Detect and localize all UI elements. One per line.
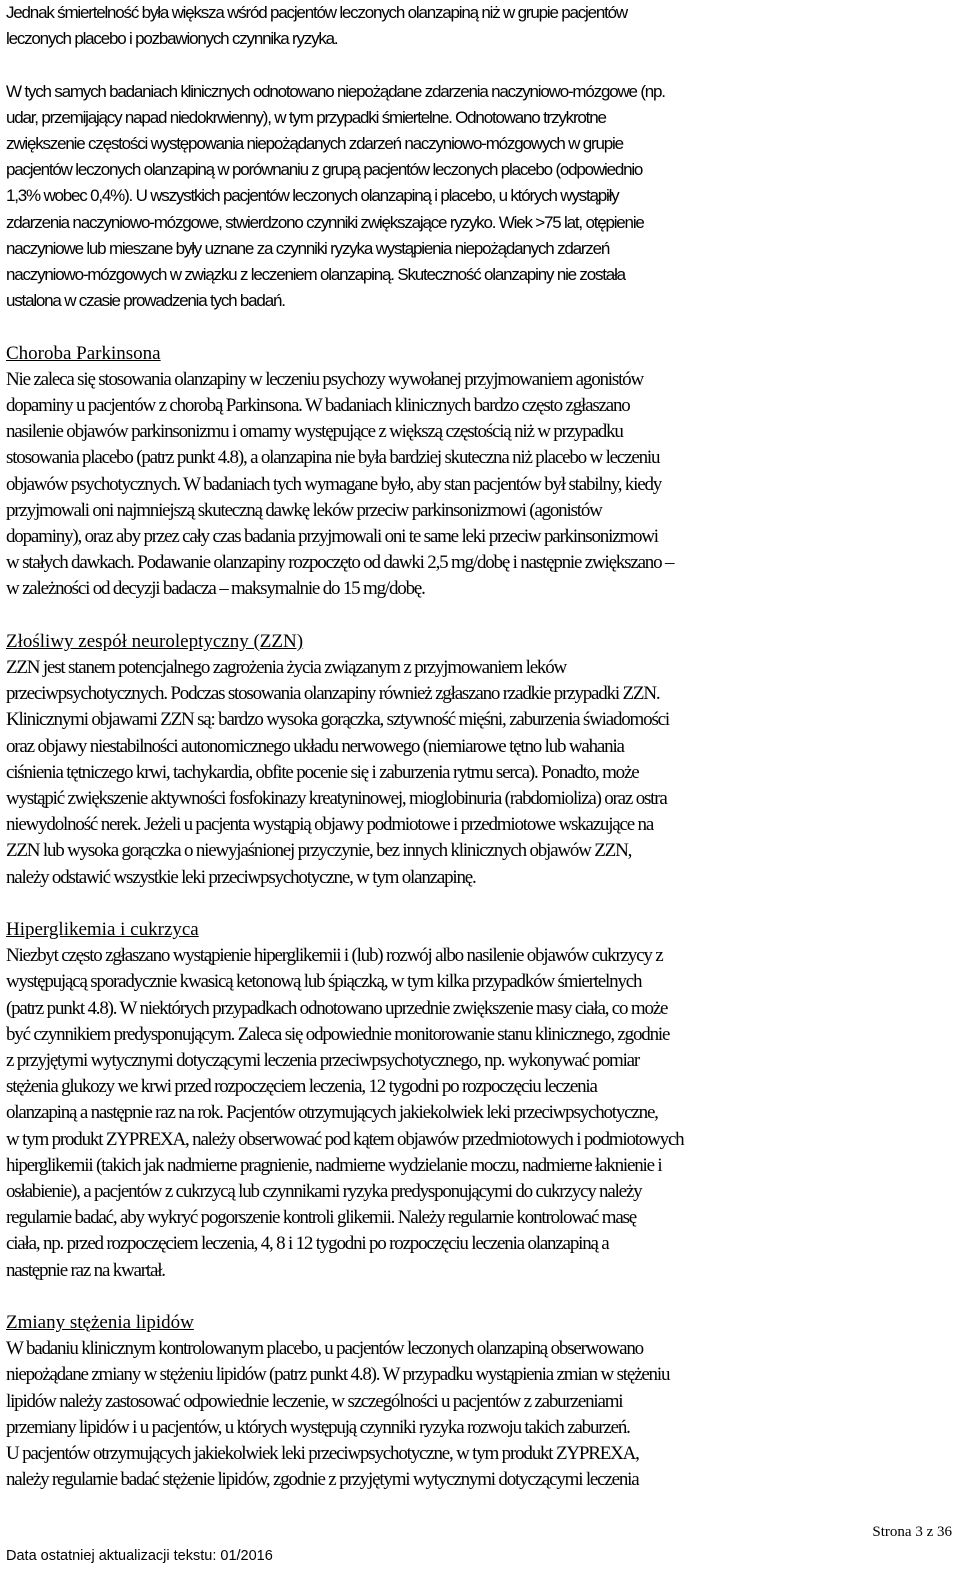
- text-line: U pacjentów otrzymujących jakiekolwiek leki przeciwpsychotyczne, w tym produkt ZYPREXA,: [6, 1443, 639, 1465]
- text-line: Klinicznymi objawami ZZN są: bardzo wysoka gorączka, sztywność mięśni, zaburzenia świadomości: [6, 709, 669, 731]
- text-line: hiperglikemii (takich jak nadmierne pragnienie, nadmierne wydzielanie moczu, nadmierne łaknienie i: [6, 1154, 662, 1176]
- text-line: wystąpić zwiększenie aktywności fosfokinazy kreatyninowej, mioglobinuria (rabdomioliza) oraz ostra: [6, 788, 667, 810]
- text-line: (patrz punkt 4.8). W niektórych przypadkach odnotowano uprzednie zwiększenie masy ciała, co może: [6, 997, 668, 1019]
- text-line: regularnie badać, aby wykryć pogorszenie kontroli glikemii. Należy regularnie kontrolować masę: [6, 1207, 637, 1229]
- text-line: leczonych placebo i pozbawionych czynnika ryzyka.: [6, 29, 338, 49]
- text-line: zdarzenia naczyniowo-mózgowe, stwierdzono czynniki zwiększające ryzyko. Wiek >75 lat, otępienie: [6, 212, 644, 232]
- paragraph-spacer: [6, 314, 956, 340]
- section-heading: Hiperglikemia i cukrzyca: [6, 919, 199, 941]
- text-line: z przyjętymi wytycznymi dotyczącymi leczenia przeciwpsychotycznego, np. wykonywać pomiar: [6, 1050, 640, 1072]
- text-line: udar, przemijający napad niedokrwienny), w tym przypadki śmiertelne. Odnotowano trzykrotne: [6, 107, 606, 127]
- text-line: ustalona w czasie prowadzenia tych badań.: [6, 291, 285, 311]
- text-line: niepożądane zmiany w stężeniu lipidów (patrz punkt 4.8). W przypadku wystąpienia zmian w stężeniu: [6, 1364, 670, 1386]
- text-line: Niezbyt często zgłaszano wystąpienie hiperglikemii i (lub) rozwój albo nasilenie objawów cukrzycy z: [6, 945, 663, 967]
- text-line: 1,3% wobec 0,4%). U wszystkich pacjentów leczonych olanzapiną i placebo, u których wystąpiły: [6, 186, 619, 206]
- text-line: należy odstawić wszystkie leki przeciwpsychotyczne, w tym olanzapinę.: [6, 866, 476, 888]
- last-update-note: Data ostatniej aktualizacji tekstu: 01/2016: [6, 1548, 273, 1564]
- text-line: pacjentów leczonych olanzapiną w porównaniu z grupą pacjentów leczonych placebo (odpowiednio: [6, 160, 643, 180]
- text-line: stężenia glukozy we krwi przed rozpoczęciem leczenia, 12 tygodni po rozpoczęciu leczenia: [6, 1076, 597, 1098]
- text-line: dopaminy u pacjentów z chorobą Parkinsona. W badaniach klinicznych bardzo często zgłaszano: [6, 395, 630, 417]
- text-line: osłabienie), a pacjentów z cukrzycą lub czynnikami ryzyka predysponującymi do cukrzycy należy: [6, 1181, 642, 1203]
- text-line: w tym produkt ZYPREXA, należy obserwować pod kątem objawów przedmiotowych i podmiotowych: [6, 1128, 684, 1150]
- section-heading: Zmiany stężenia lipidów: [6, 1312, 194, 1334]
- text-line: W badaniu klinicznym kontrolowanym placebo, u pacjentów leczonych olanzapiną obserwowano: [6, 1338, 643, 1360]
- document-page: [6, 0, 956, 1494]
- page-number: Strona 3 z 36: [872, 1524, 952, 1540]
- text-line: należy regularnie badać stężenie lipidów, zgodnie z przyjętymi wytycznymi dotyczącymi leczenia: [6, 1469, 639, 1491]
- text-line: naczyniowo-mózgowych w związku z leczeniem olanzapiną. Skuteczność olanzapiny nie została: [6, 265, 625, 285]
- text-line: naczyniowe lub mieszane były uznane za czynniki ryzyka wystąpienia niepożądanych zdarzeń: [6, 238, 610, 258]
- section-paragraph: [6, 943, 956, 1284]
- section-heading: Choroba Parkinsona: [6, 342, 161, 364]
- text-line: Jednak śmiertelność była większa wśród pacjentów leczonych olanzapiną niż w grupie pacjentów: [6, 3, 627, 22]
- text-line: zwiększenie częstości występowania niepożądanych zdarzeń naczyniowo-mózgowych w grupie: [6, 134, 623, 153]
- text-line: niewydolność nerek. Jeżeli u pacjenta wystąpią objawy podmiotowe i przedmiotowe wskazujące na: [6, 814, 654, 836]
- document-body: [6, 0, 956, 1494]
- text-line: ciśnienia tętniczego krwi, tachykardia, obfite pocenie się i zaburzenia rytmu serca). Ponadto, może: [6, 761, 639, 783]
- text-line: Nie zaleca się stosowania olanzapiny w leczeniu psychozy wywołanej przyjmowaniem agonistów: [6, 368, 643, 390]
- text-line: nasilenie objawów parkinsonizmu i omamy występujące z większą częstością niż w przypadku: [6, 421, 623, 443]
- text-line: olanzapiną a następnie raz na rok. Pacjentów otrzymujących jakiekolwiek leki przeciwpsychotyczne,: [6, 1102, 658, 1124]
- text-line: występującą sporadycznie kwasicą ketonową lub śpiączką, w tym kilka przypadków śmiertelnych: [6, 971, 642, 993]
- section-heading: Złośliwy zespół neuroleptyczny (ZZN): [6, 630, 304, 652]
- section-paragraph: [6, 79, 956, 315]
- text-line: objawów psychotycznych. W badaniach tych wymagane było, aby stan pacjentów był stabilny, kiedy: [6, 473, 662, 495]
- section-paragraph: [6, 1336, 956, 1493]
- text-line: w stałych dawkach. Podawanie olanzapiny rozpoczęto od dawki 2,5 mg/dobę i następnie zwiększano –: [6, 552, 674, 574]
- text-line: następnie raz na kwartał.: [6, 1259, 165, 1281]
- text-line: ZZN lub wysoka gorączka o niewyjaśnionej przyczynie, bez innych klinicznych objawów ZZN,: [6, 840, 632, 862]
- paragraph-spacer: [6, 1284, 956, 1310]
- text-line: przyjmowali oni najmniejszą skuteczną dawkę leków przeciw parkinsonizmowi (agonistów: [6, 499, 602, 521]
- section-paragraph: [6, 0, 956, 52]
- paragraph-spacer: [6, 603, 956, 629]
- text-line: być czynnikiem predysponującym. Zaleca się odpowiednie monitorowanie stanu klinicznego, zgodnie: [6, 1023, 670, 1045]
- text-line: stosowania placebo (patrz punkt 4.8), a olanzapina nie była bardziej skuteczna niż placebo w leczeniu: [6, 447, 660, 469]
- text-line: oraz objawy niestabilności autonomicznego układu nerwowego (niemiarowe tętno lub wahania: [6, 735, 624, 757]
- text-line: dopaminy), oraz aby przez cały czas badania przyjmowali oni te same leki przeciw parkinsonizmowi: [6, 526, 658, 548]
- text-line: ZZN jest stanem potencjalnego zagrożenia życia związanym z przyjmowaniem leków: [6, 657, 567, 679]
- text-line: przemiany lipidów i u pacjentów, u których występują czynniki ryzyka rozwoju takich zaburzeń.: [6, 1416, 630, 1438]
- text-line: ciała, np. przed rozpoczęciem leczenia, 4, 8 i 12 tygodni po rozpoczęciu leczenia olanzapiną a: [6, 1233, 609, 1255]
- text-line: przeciwpsychotycznych. Podczas stosowania olanzapiny również zgłaszano rzadkie przypadki ZZN.: [6, 683, 660, 705]
- text-line: W tych samych badaniach klinicznych odnotowano niepożądane zdarzenia naczyniowo-mózgowe (np.: [6, 81, 665, 101]
- section-paragraph: [6, 655, 956, 891]
- text-line: lipidów należy zastosować odpowiednie leczenie, w szczególności u pacjentów z zaburzeniami: [6, 1390, 623, 1412]
- text-line: w zależności od decyzji badacza – maksymalnie do 15 mg/dobę.: [6, 578, 425, 600]
- paragraph-spacer: [6, 52, 956, 78]
- paragraph-spacer: [6, 891, 956, 917]
- section-paragraph: [6, 367, 956, 603]
